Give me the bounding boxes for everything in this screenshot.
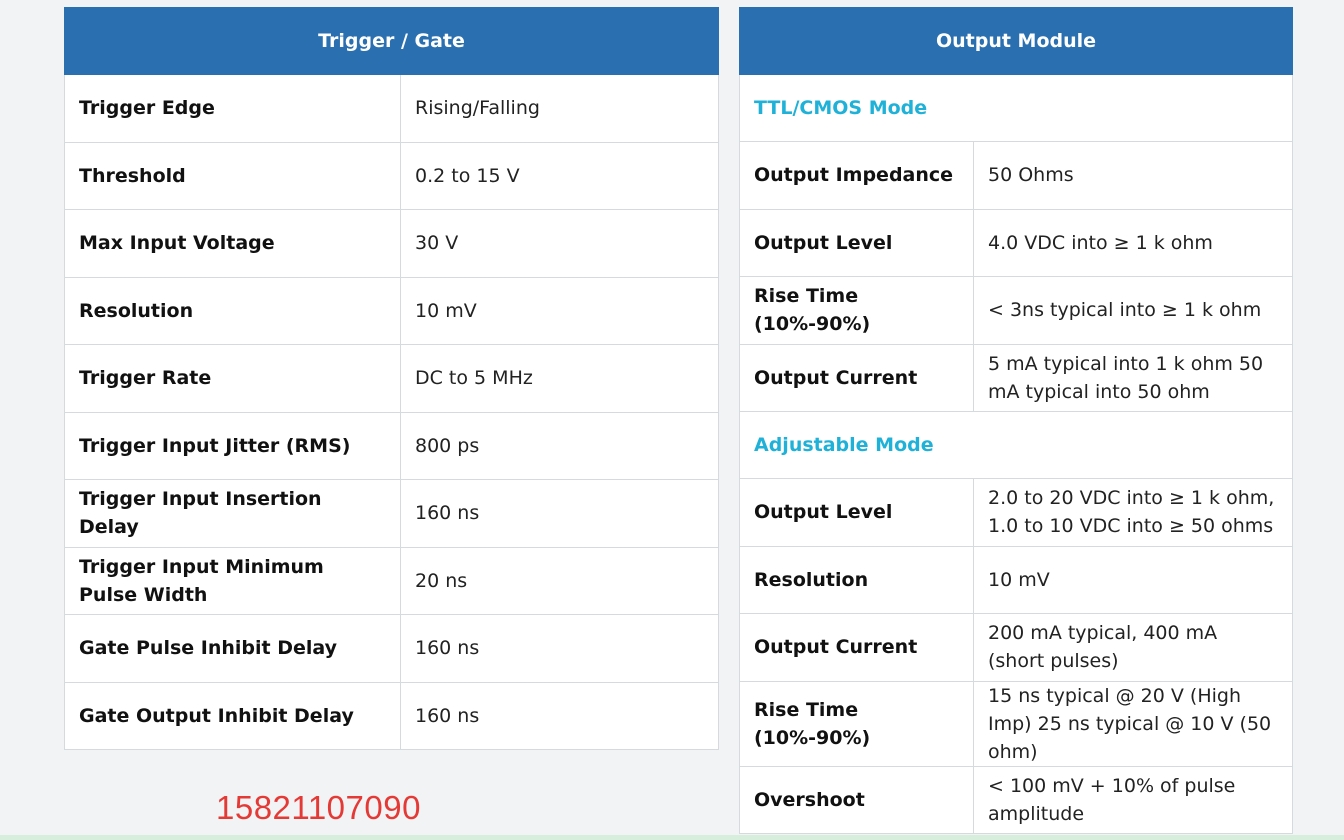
table-row: [740, 614, 1293, 682]
spec-label: Resolution: [740, 546, 974, 614]
spec-label: Rise Time (10%-90%): [740, 681, 974, 766]
spec-label: Resolution: [65, 277, 401, 345]
spec-value: 160 ns: [401, 682, 719, 750]
spec-value: 50 Ohms: [974, 142, 1293, 210]
table-row: [740, 479, 1293, 547]
spec-value: 4.0 VDC into ≥ 1 k ohm: [974, 209, 1293, 277]
spec-label: Gate Output Inhibit Delay: [65, 682, 401, 750]
table-row: [740, 209, 1293, 277]
spec-label: Trigger Input Minimum Pulse Width: [65, 547, 401, 615]
table-row: [65, 277, 719, 345]
spec-value: 2.0 to 20 VDC into ≥ 1 k ohm, 1.0 to 10 VDC into ≥ 50 ohms: [974, 479, 1293, 547]
spec-value: 200 mA typical, 400 mA (short pulses): [974, 614, 1293, 682]
spec-label: Output Current: [740, 614, 974, 682]
spec-value: 5 mA typical into 1 k ohm 50 mA typical into 50 ohm: [974, 344, 1293, 412]
trigger-gate-header: Trigger / Gate: [65, 8, 719, 75]
spec-value: < 3ns typical into ≥ 1 k ohm: [974, 277, 1293, 345]
bottom-strip: [0, 835, 1344, 840]
output-module-header: Output Module: [740, 8, 1293, 75]
spec-label: Gate Pulse Inhibit Delay: [65, 615, 401, 683]
table-row: [65, 75, 719, 143]
spec-value: 160 ns: [401, 480, 719, 548]
spec-value: 15 ns typical @ 20 V (High Imp) 25 ns typical @ 10 V (50 ohm): [974, 681, 1293, 766]
table-row: [65, 345, 719, 413]
table-row: [65, 210, 719, 278]
spec-value: 800 ps: [401, 412, 719, 480]
spec-value: Rising/Falling: [401, 75, 719, 143]
spec-label: Rise Time (10%-90%): [740, 277, 974, 345]
section-row: [740, 412, 1293, 479]
table-row: [740, 277, 1293, 345]
adjustable-section-title: Adjustable Mode: [740, 412, 1293, 479]
table-row: [740, 344, 1293, 412]
spec-label: Trigger Input Insertion Delay: [65, 480, 401, 548]
table-row: [65, 412, 719, 480]
spec-label: Trigger Rate: [65, 345, 401, 413]
trigger-gate-table: [64, 7, 719, 750]
table-row: [65, 142, 719, 210]
table-row: [65, 615, 719, 683]
spec-label: Overshoot: [740, 766, 974, 834]
spec-value: 0.2 to 15 V: [401, 142, 719, 210]
spec-label: Output Level: [740, 209, 974, 277]
table-row: [740, 546, 1293, 614]
table-row: [740, 766, 1293, 834]
spec-label: Trigger Input Jitter (RMS): [65, 412, 401, 480]
spec-value: < 100 mV + 10% of pulse amplitude: [974, 766, 1293, 834]
spec-value: DC to 5 MHz: [401, 345, 719, 413]
spec-value: 10 mV: [401, 277, 719, 345]
spec-label: Threshold: [65, 142, 401, 210]
section-row: [740, 75, 1293, 142]
spec-value: 20 ns: [401, 547, 719, 615]
spec-label: Output Impedance: [740, 142, 974, 210]
spec-value: 160 ns: [401, 615, 719, 683]
table-row: [65, 547, 719, 615]
ttl-cmos-section-title: TTL/CMOS Mode: [740, 75, 1293, 142]
table-row: [740, 142, 1293, 210]
spec-value: 30 V: [401, 210, 719, 278]
table-row: [65, 682, 719, 750]
spec-value: 10 mV: [974, 546, 1293, 614]
phone-number-watermark: 15821107090: [216, 789, 421, 826]
table-row: [740, 681, 1293, 766]
spec-label: Output Current: [740, 344, 974, 412]
spec-label: Output Level: [740, 479, 974, 547]
spec-label: Max Input Voltage: [65, 210, 401, 278]
table-row: [65, 480, 719, 548]
output-module-table: [739, 7, 1293, 834]
spec-label: Trigger Edge: [65, 75, 401, 143]
